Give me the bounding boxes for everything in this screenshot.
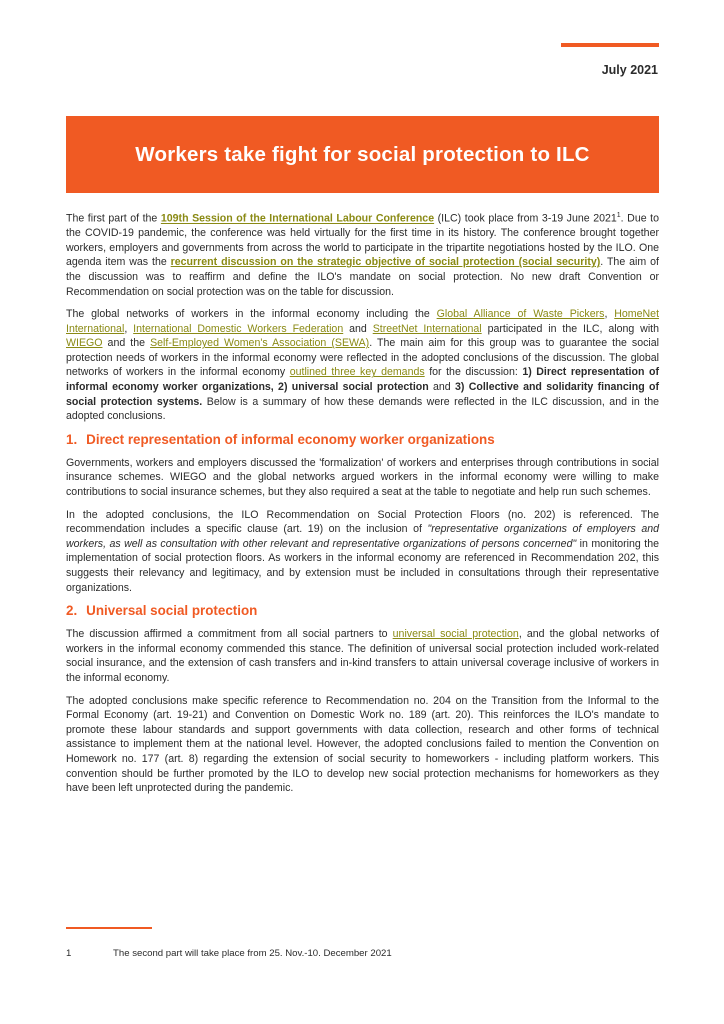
- footnote-text: The second part will take place from 25. Nov.-10. December 2021: [113, 948, 392, 959]
- section-2-title: Universal social protection: [86, 603, 258, 619]
- article-body: [66, 209, 659, 804]
- section-2-paragraph-2: The adopted conclusions make specific reference to Recommendation no. 204 on the Transition from the Informal to the Formal Economy (art. 19-21) and Convention on Domestic Work no. 189 (art. 20). This reinforces the ILO's mandate to promote these labour standards and support governments with data collection, research and other forms of technical assistance to implement them at the national level. However, the adopted conclusions failed to mention the Convention on Homework no. 177 (art. 8) regarding the extension of social security to homeworkers - including platform workers. This convention should be further promoted by the ILO to develop new social protection mechanisms for homeworkers as they have been left unprotected during the pandemic.: [66, 694, 659, 795]
- link-streetnet-international[interactable]: StreetNet International: [372, 322, 482, 335]
- section-1-title: Direct representation of informal economy worker organizations: [86, 431, 495, 447]
- section-2-paragraph-1: The discussion affirmed a commitment from all social partners to universal social protection, and the global networks of workers in the informal economy commended this stance. The definition of universal social protection included work-related social insurance, and the extension of cash transfers and in-kind transfers to attain universal coverage inclusive of workers in the informal economy.: [66, 628, 660, 684]
- link-idwf[interactable]: International Domestic Workers Federation: [133, 322, 344, 335]
- link-global-alliance-waste-pickers[interactable]: Global Alliance of Waste Pickers: [436, 308, 605, 321]
- top-accent-rule: [561, 43, 659, 47]
- link-universal-social-protection[interactable]: universal social protection: [392, 628, 519, 641]
- link-homenet-international[interactable]: HomeNet International: [66, 308, 660, 335]
- footnote-rule: [66, 927, 152, 929]
- link-sewa[interactable]: Self-Employed Women's Association (SEWA): [150, 337, 370, 350]
- quoted-clause: "representative organizations of employers and workers, as well as consultation with other relevant and representative organizations of persons concerned": [66, 523, 660, 550]
- section-2-heading: [66, 603, 659, 618]
- link-wiego[interactable]: WIEGO: [66, 337, 103, 350]
- page-title: Workers take fight for social protection to ILC: [135, 142, 590, 166]
- title-banner: [66, 116, 659, 193]
- publication-date: July 2021: [601, 63, 658, 77]
- link-109th-session[interactable]: 109th Session of the International Labour Conference: [160, 212, 435, 225]
- footnote-ref[interactable]: 1: [616, 212, 621, 219]
- link-three-key-demands[interactable]: outlined three key demands: [289, 366, 425, 379]
- section-1-paragraph-2: In the adopted conclusions, the ILO Recommendation on Social Protection Floors (no. 202) is referenced. The recommendation includes a specific clause (art. 19) on the inclusion of "representative organizations of employers and workers, as well as consultation with other relevant and representative organizations of persons concerned" in monitoring the implementation of social protection floors. As workers in the informal economy are referenced in Recommendation 202, this suggests their relevancy and legitimacy, and by extension must be included in consultations through their representative organizations.: [66, 508, 660, 594]
- demands-bold-1: 1) Direct representation of informal economy worker organizations, 2) universal social protection: [66, 366, 659, 394]
- section-2-number: 2.: [66, 603, 78, 619]
- section-1-paragraph-1: Governments, workers and employers discussed the 'formalization' of workers and enterprises through contributions in social insurance schemes. WIEGO and the global networks argued workers in the informal economy were willing to make contributions to social insurance schemes, but they also required a seat at the table to negotiate and help run such schemes.: [66, 456, 659, 499]
- link-recurrent-discussion[interactable]: recurrent discussion on the strategic objective of social protection (social security): [170, 256, 601, 269]
- networks-paragraph: The global networks of workers in the informal economy including the Global Alliance of Waste Pickers, HomeNet International, International Domestic Workers Federation and StreetNet International participated in the ILC, along with WIEGO and the Self-Employed Women's Association (SEWA). The main aim for this group was to guarantee the social protection needs of workers in the informal economy were reflected in the adopted conclusions of the discussion. The global networks of workers in the informal economy outlined three key demands for the discussion: 1) Direct representation of informal economy worker organizations, 2) universal social protection and 3) Collective and solidarity financing of social protection systems. Below is a summary of how these demands were reflected in the ILC discussion, and in the adopted conclusions.: [66, 308, 660, 423]
- footnote: [66, 948, 392, 959]
- section-1-number: 1.: [66, 431, 78, 447]
- demands-bold-2: 3) Collective and solidarity financing of social protection systems.: [66, 381, 659, 408]
- footnote-number: 1: [66, 948, 72, 959]
- section-1-heading: [66, 432, 659, 447]
- intro-paragraph: The first part of the 109th Session of the International Labour Conference (ILC) took place from 3-19 June 2021$^1$. Due to the COVID-19 pandemic, the conference was held virtually for the first time in its history. The conference brought together workers, employers and governments from across the world to participate in the tripartite negotiations hosted by the ILO. One agenda item was the recurrent discussion on the strategic objective of social protection (social security). The aim of the discussion was to reaffirm and define the ILO's mandate on social protection. No new draft Convention or Recommendation on social protection was on the table for discussion.: [66, 212, 659, 298]
